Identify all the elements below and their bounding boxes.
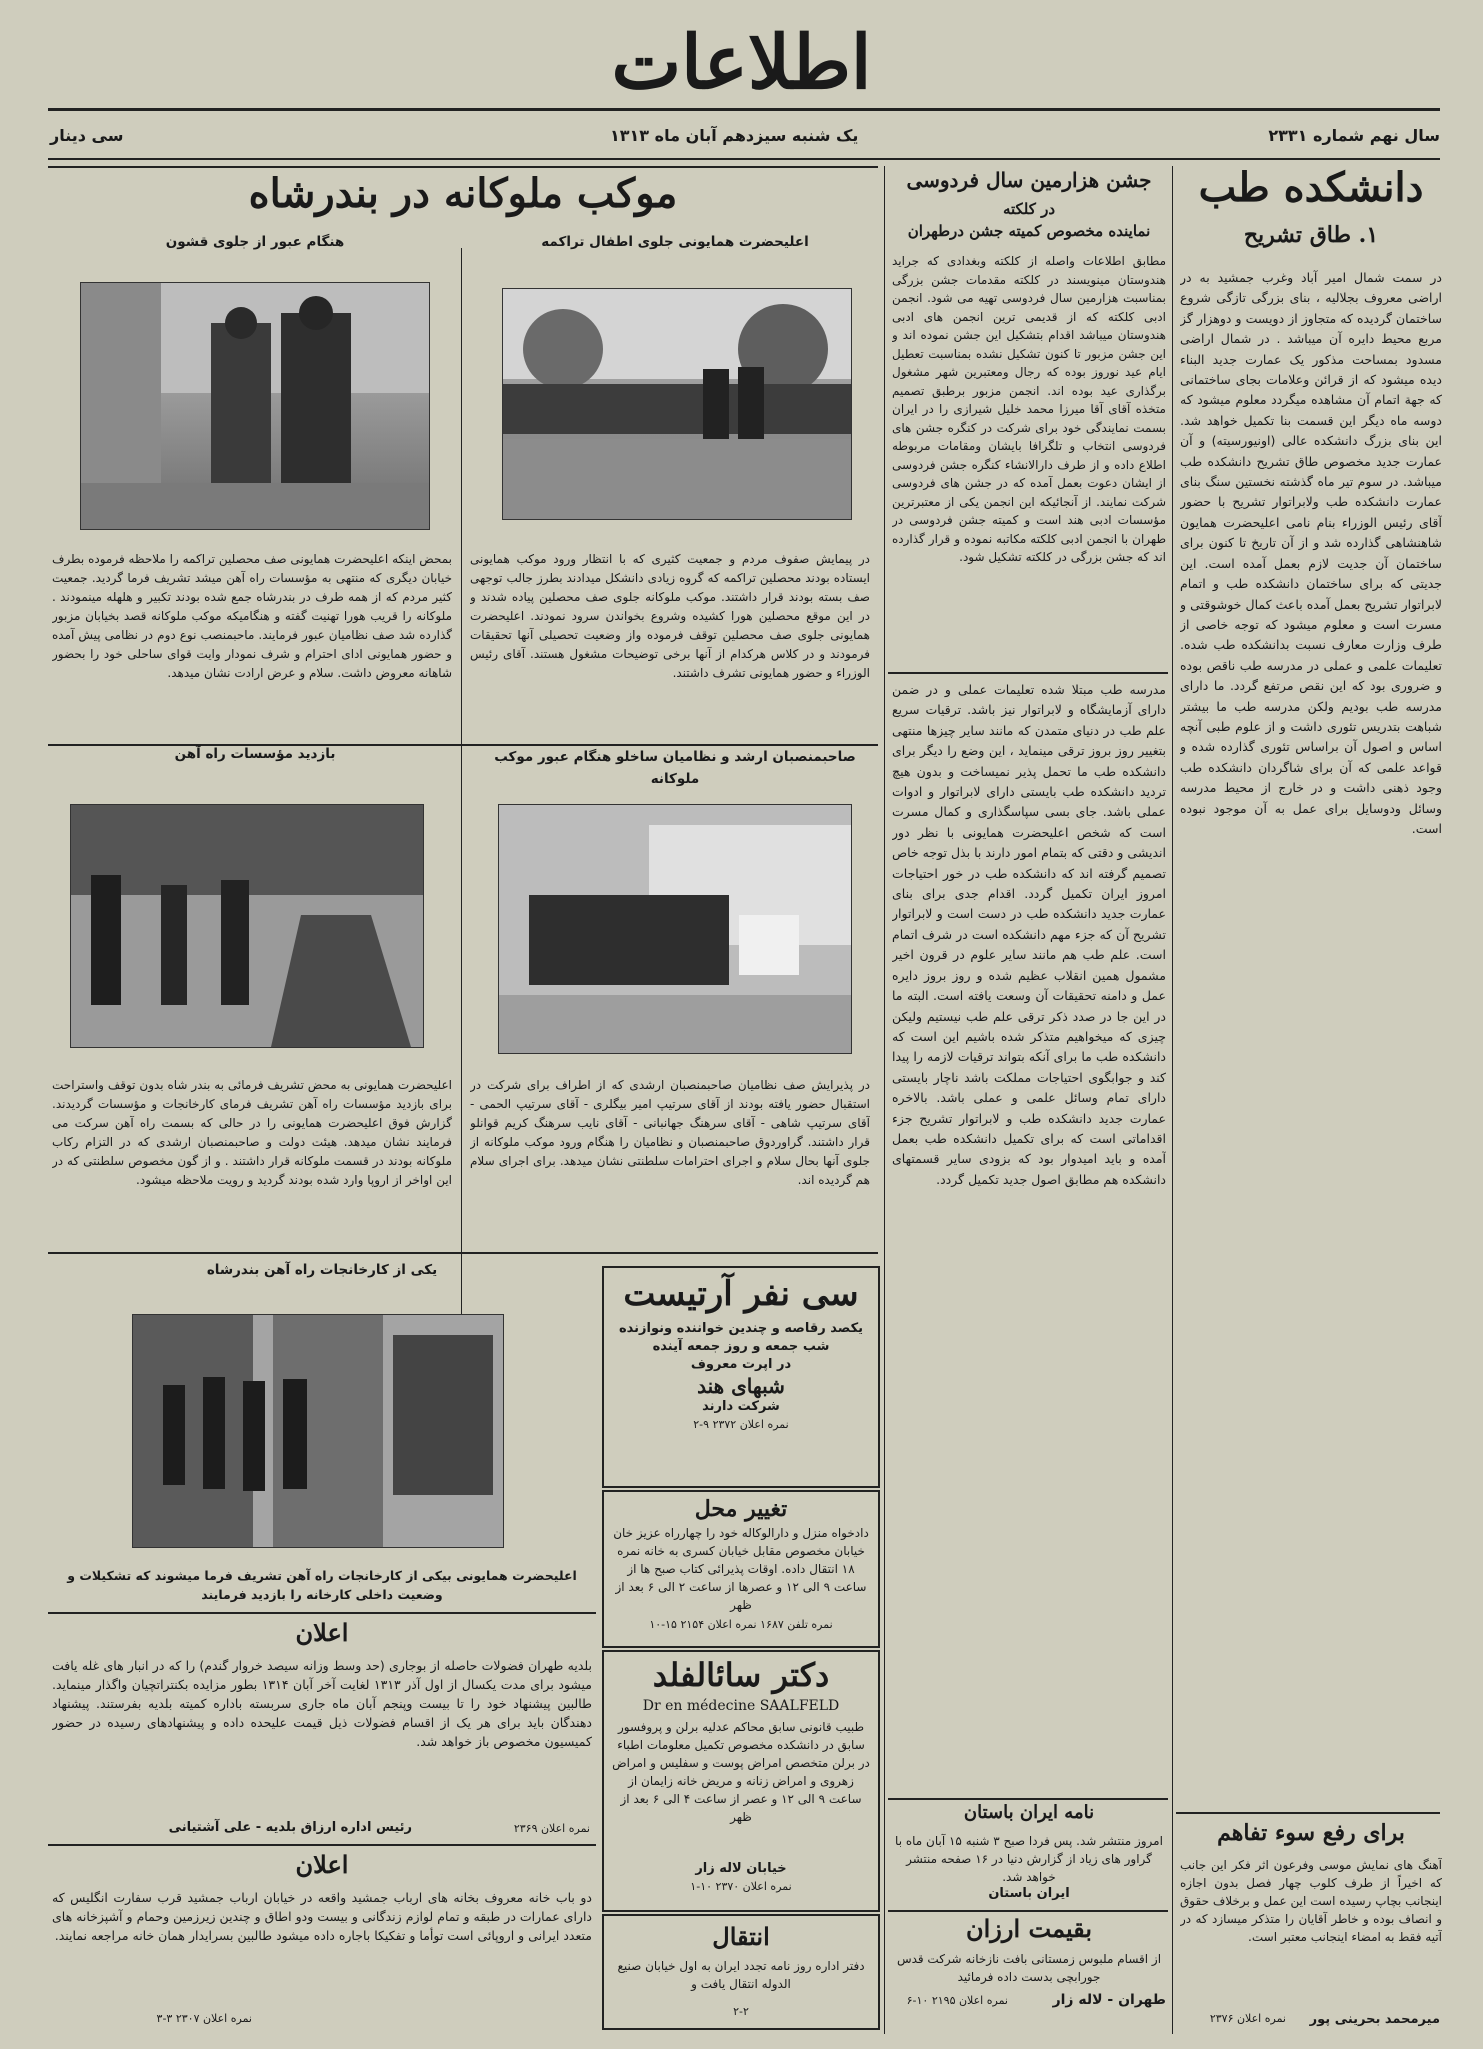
photo-troops-image	[81, 283, 429, 529]
rent-ad	[602, 1490, 880, 1648]
dateline	[50, 126, 1440, 152]
rent-ad-body: دادخواه منزل و دارالوکاله خود را چهارراه عزیز خان خیابان مخصوص مقابل خیابان کسری به خانه نمره ۱۸ انتقال داده. اوقات پذیرائی کتاب صبح ها از ساعت ۹ الی ۱۲ و عصرها از ساعت ۲ الی ۶ بعد از ظهر	[613, 1526, 869, 1612]
doctor-ad-body: طبیب قانونی سابق محاکم عدلیه برلن و پروفسور سابق در دانشکده مخصوص تکمیل معلومات اطباء در برلن متخصص امراض پوست و سفلیس و امراض زهروی و امراض زنانه و مریض خانه زایمان از ساعت ۹ الی ۱۲ و عصر از ساعت ۴ الی ۶ بعد از ظهر	[612, 1720, 870, 1824]
doctor-ad-ref: نمره اعلان ۲۳۷۰ ۱۰-۱	[690, 1880, 792, 1893]
move-ad	[602, 1914, 880, 2030]
ferdowsi-subtitle: در کلکته	[1002, 200, 1056, 218]
notice1-sign: رئیس اداره ارزاق بلدیه - علی آشتیانی	[168, 1820, 412, 1835]
photo-children-image	[503, 289, 851, 519]
bastan-title: نامه ایران باستان	[963, 1802, 1095, 1823]
doctor-ad-title: دکتر سائالفلد	[652, 1656, 830, 1694]
rent-ad-title: تغییر محل	[694, 1496, 788, 1522]
divider	[48, 1612, 596, 1614]
artist-ad	[602, 1266, 880, 1488]
divider	[1176, 1812, 1440, 1814]
photo-railway-visit	[70, 804, 424, 1048]
dateline-price: سی دینار	[50, 126, 124, 145]
divider	[888, 1798, 1168, 1800]
doctor-ad	[602, 1650, 880, 1912]
dateline-rule	[48, 158, 1440, 160]
artist-ad-ref: نمره اعلان ۲۳۷۲ ۹-۲	[693, 1418, 789, 1431]
dateline-issue: سال نهم شماره ۲۳۳۱	[1268, 126, 1440, 145]
divider	[888, 672, 1168, 674]
bastan-sign: ایران باستان	[988, 1886, 1070, 1901]
divider	[48, 1252, 878, 1254]
price-ref: نمره اعلان ۲۱۹۵ ۱۰-۶	[906, 1994, 1008, 2007]
medical-school-body: در سمت شمال امیر آباد وغرب جمشید به در اراضی معروف بجلالیه ، بنای بزرگی تازگی شروع ساختمان گردیده که متجاوز از دویست و دوهزار گز مربع محیط دایره آن میباشد . در شمال اراضی مسدود بمساحت مذکور یک عمارت جدید البناء دیده میشود که از قرائن وعلامات بجای ساختمانی که جهة اتمام آن مشاهده میگردد معلوم میشود که دوسه ماه دیگر این قسمت بنا تکمیل خواهد شد. این بنای بزرگ دانشکده عالی (اونیورسیته) و آن عمارت جدید مخصوص طاق تشریح دانشکده طب میباشد. در سوم تیر ماه گذشته نخستین سنگ بنای عمارت دانشکده طب ولابراتوار تشریح با حضور آقای رئیس الوزراء بنام نامی اعلیحضرت همایون شاهنشاهی گذارده شد و از آن تاریخ تا کنون برای ساختمان آن جدیت لازم بعمل آمده است. این جدیتی که برای ساختمان دانشکده طب و اتمام لابراتوار تشریح بعمل آمده باعث کمال خوشوقتی و مسرت است و معلوم میشود که توجه خاصی از طرف وزارت معارف نسبت بدانشکده طب شده. تعلیمات علمی و عملی در مدرسه طب ناقص بوده و ضروری بود که این نقص مرتفع گردد. ما دارای مدرسه طب بودیم ولکن مدرسه طب ما بیشتر شباهت بتدریس تئوری داشت و از علوم طبی آنچه اساس و اصول آن براساس تئوری گذارده شده و قواعد علمی که آن برای شاگردان دانشکده طب وجود ذهنی داشت و در خارج از محیط مدرسه وسائل ودوسایل برای عمل به آن موجود نبوده است.	[1180, 270, 1442, 836]
officers-text: در پذیرایش صف نظامیان صاحبمنصبان ارشدی که از اطراف برای شرکت در استقبال حضور یافته بودند از آقای سرتیپ امیر بیگلری - آقای سرتیپ الحمی - آقای سرتیپ شاهی - آقای سرهنگ جهانبانی - آقای نایب سرهنگ کریم قوانلو قرار داشتند. گراوردوق صاحبمنصبان و نظامیان را هنگام ورود موکب ملوکانه از جلوی آنها بحال سلام و اجرای احترامات سلطنتی نشان میدهد. برای اجرای سلام هم گردیده اند.	[470, 1078, 870, 1187]
railway-visit-caption: بازدید مؤسسات راه آهن	[174, 746, 336, 762]
masthead: اطلاعات	[611, 20, 872, 106]
column-rule	[461, 248, 462, 1420]
bastan-body: امروز منتشر شد. پس فردا صبح ۳ شنبه ۱۵ آبان ماه با گراور های زیاد از گزارش دنیا در ۱۶ صفحه منتشر خواهد شد.	[895, 1834, 1163, 1884]
artist-ad-line1: یکصد رقاصه و چندین خواننده ونوازنده	[618, 1321, 864, 1336]
move-ad-ref: ۲-۲	[733, 2005, 749, 2018]
photo-factory	[132, 1314, 504, 1548]
medical-school-subtitle: ۱. طاق تشریح	[1243, 222, 1379, 248]
divider	[48, 1844, 596, 1846]
notice1-title: اعلان	[295, 1618, 349, 1647]
photo-children	[502, 288, 852, 520]
misunderstanding-body: آهنگ های نمایش موسی وفرعون اثر فکر این جانب که اخیراً از طرف کلوب چهار فصل بدون اجازه اینجانب بچاپ رسیده است این عمل و برخلاف حقوق و انصاف بوده و خاطر آقایان را متذکر میسازد که در آتیه فقط به امضاء اینجانب معتبر است.	[1180, 1858, 1442, 1944]
column-rule	[1172, 166, 1173, 2034]
artist-ad-line4: شبهای هند	[697, 1374, 785, 1398]
artist-ad-line5: شرکت دارند	[702, 1399, 780, 1414]
photo-factory-image	[133, 1315, 503, 1547]
dateline-date: یک شنبه سیزدهم آبان ماه ۱۳۱۳	[610, 126, 859, 145]
move-ad-body: دفتر اداره روز نامه تجدد ایران به اول خیابان صنیع الدوله انتقال یافت و	[617, 1959, 865, 1991]
royal-caption-left: هنگام عبور از جلوی قشون	[165, 234, 345, 250]
royal-text-right: در پیمایش صفوف مردم و جمعیت کثیری که با انتظار ورود موکب همایونی ایستاده بودند محصلین تراکمه که گروه زیادی دانشکل میدادند بطرز جالب توجهی صف بسته بودند قرار داشتند. موکب ملوکانه جلوی صف محصلین پیاده شدند و در این موقع محصلین هورا کشیده وشروع بخواندن سرود نمودند. اعلیحضرت همایونی جلوی صف محصلین توقف فرموده واز وضعیت تحصیلی آنها تحقیقات فرمودند و در کلاس هرکدام از آنها برخی توضیحات مشغول هستند. آقای رئیس الوزراء و حضور همایونی تشرف داشتند.	[470, 552, 870, 680]
notice1-body: بلدیه طهران فضولات حاصله از بوجاری (حد وسط وزانه سیصد خروار گندم) را که در انبار های غله یافت میشود برای مدت یکسال از اول آذر ۱۳۱۳ لغایت آخر آبان ۱۳۱۴ بطور مزایده بکنتراتچیان واگذار مینماید. طالبین پیشنهاد خود را تا بیست وپنجم آبان ماه جاری سربسته باداره کمیته بلدیه بفرستند. پیشنهاد دهندگان باید برای هر یک از اقسام فضولات ذیل قیمت علیحده داده و پیشنهادهای رسیده در حضور کمیسیون مخصوص باز خواهد شد.	[52, 1658, 592, 1749]
photo-troops	[80, 282, 430, 530]
divider	[48, 166, 878, 168]
artist-ad-title: سی نفر آرتیست	[623, 1274, 859, 1314]
doctor-ad-address: خیابان لاله زار	[695, 1861, 787, 1876]
officers-caption: صاحبمنصبان ارشد و نظامیان ساخلو هنگام عبور موکب ملوکانه	[494, 749, 856, 787]
medical-school-title: دانشکده طب	[1198, 164, 1424, 211]
price-address: طهران - لاله زار	[1052, 1992, 1166, 2008]
royal-headline: موکب ملوکانه در بندرشاه	[248, 170, 678, 217]
notice2-ref: نمره اعلان ۲۳۰۷ ۳-۳	[156, 2012, 252, 2025]
notice1-ref: نمره اعلان ۲۳۶۹	[513, 1822, 590, 1835]
rent-ad-ref: نمره تلفن ۱۶۸۷ نمره اعلان ۲۱۵۴ ۱۵-۱۰	[649, 1618, 833, 1631]
photo-officers	[498, 804, 852, 1054]
doctor-ad-latin: Dr en médecine SAALFELD	[642, 1698, 840, 1714]
misunderstanding-title: برای رفع سوء تفاهم	[1217, 1820, 1405, 1846]
school-continuation-body: مدرسه طب مبتلا شده تعلیمات عملی و در ضمن دارای آزمایشگاه و لابراتوار نیز باشد. ترقیات سریع علم طب در دنیای متمدن که مانند سایر چیزها منتهی بتغییر روز بروز ترقی مینماید ، این وضع را دیگر برای دانشکده طب ما تحمل پذیر نمیساخت و بدون هیچ تردید دانشکده طب بایستی دارای لابراتوار و ادوات عملی باشد. جای بسی سپاسگذاری و کمال مسرت است که شخص اعلیحضرت همایونی با نظر دور اندیشی و دقتی که بتمام امور دارند با بذل توجه خاص تصمیم گرفته اند که دانشکده طب در خور احتیاجات امروز ایران تکمیل گردد. اقدام جدی برای بنای عمارت جدید دانشکده طب در دست است و لابراتوار تشریح آن که جزء مهم دانشکده است در شرف اتمام است. علم طب هم مانند سایر علوم در قرون اخیر مشمول همین انقلاب عظیم شده و روز بروز دایره عمل و دامنه تحقیقات آن وسعت یافته است. البته ما در این جا در صدد ذکر ترقی علم طب نیستیم ولیکن چیزی که میخواهیم متذکر شده باشیم این است که دانشکده طب ما برای آنکه بتواند ترقیات لازمه را پیدا کند و جوابگوی احتیاجات مملکت باشد ناچار بایستی دارای تمام وسائل علمی و عملی باشد. بالاخره عمارت جدید دانشکده طب و لابراتوار تشریح جزء اقداماتی است که برای تکمیل دانشکده طب بعمل آمده و باید امیدوار بود که بزودی سایر قسمتهای دانشکده هم مطابق اصول جدید تکمیل گردد.	[892, 682, 1166, 1187]
column-rule	[884, 166, 885, 2034]
factory-text: اعلیحضرت همایونی بیکی از کارخانجات راه آهن تشریف فرما میشوند که تشکیلات و وضعیت داخلی کارخانه را بازدید فرمایند	[67, 1568, 577, 1602]
misunderstanding-ref: نمره اعلان ۲۳۷۶	[1209, 2012, 1286, 2025]
artist-ad-line3: در اپرت معروف	[690, 1357, 792, 1372]
notice2-title: اعلان	[295, 1850, 349, 1879]
ferdowsi-title: جشن هزارمین سال فردوسی	[906, 168, 1152, 192]
photo-officers-image	[499, 805, 851, 1053]
ferdowsi-subtitle2: نماینده مخصوص کمیته جشن درطهران	[907, 222, 1151, 240]
masthead-rule	[48, 108, 1440, 111]
artist-ad-line2: شب جمعه و روز جمعه آینده	[652, 1339, 830, 1354]
railway-visit-text: اعلیحضرت همایونی به محض تشریف فرمائی به بندر شاه بدون توقف واستراحت برای بازدید مؤسسات راه آهن تشریف فرمای کارخانجات و مؤسسات گردیدند. گزارش فوق اعلیحضرت همایونی را در حالی که بسمت راه آهن سرکت می فرمایند نشان میدهد. هیئت دولت و صاحبمنصبان ارشدی که در التزام رکاب ملوکانه بودند در قسمت ملوکانه قرار داشتند . و از گون مخصوص سلطنتی که در این اواخر از اروپا وارد شده بودند گردید و رویت ملاحظه میشود.	[52, 1078, 452, 1187]
divider	[888, 1910, 1168, 1912]
factory-caption: یکی از کارخانجات راه آهن بندرشاه	[206, 1262, 438, 1278]
move-ad-title: انتقال	[712, 1922, 770, 1951]
notice2-body: دو باب خانه معروف بخانه های ارباب جمشید واقعه در خیابان ارباب جمشید قرب سفارت انگلیس که دارای عمارات در طبقه و تمام لوازم زندگانی و بیست ودو اطاق و چندین زیرزمین وحمام و آشپزخانه های متعدد ایرانی و اروپائی است توأما و تفکیکا باجاره داده میشود طالبین بسرایدار همان خانه مراجعه نمایند.	[52, 1890, 592, 1943]
royal-text-left: بمحض اینکه اعلیحضرت همایونی صف محصلین تراکمه را ملاحظه فرموده بطرف خیابان دیگری که منتهی به مؤسسات راه آهن میشد تشریف فرما گردید. جمعیت کثیر مردم که از همه طرف در بندرشاه جمع شده بودند تکبیر و هلهله مینمودند . ملوکانه را قریب هورا تهنیت گفته و هنگامیکه موکب ملوکانه قصد بخیابان مزبور گذارده شد صف نظامیان عبور فرمایند. ماحبمنصب نوع دوم در نظامی پیش آمده و حضور همایونی ادای احترام و شرف نمودار وایت قوای ساحلی خود را بحضور شاهانه معروض داشت. سلام و عرض ارادت نشان میدهد.	[52, 552, 452, 680]
price-title: بقیمت ارزان	[966, 1914, 1092, 1943]
misunderstanding-sign: میرمحمد بحرینی پور	[1309, 2012, 1440, 2027]
photo-railway-visit-image	[71, 805, 423, 1047]
ferdowsi-body: مطابق اطلاعات واصله از کلکته وبغدادی که جراید هندوستان مینویسند در کلکته مقدمات جشن بزرگی بمناسبت هزارمین سال فردوسی تهیه می شود. انجمن ادبی کلکته که از قدیمی ترین انجمن های ادبی هندوستان میباشد اقدام بتشکیل این جشن نموده اند و این جشن مزبور تا کنون تشکیل نشده بمناسبت تعطیل ایام عید نوروز بوده که رجال ومعتبرین شهر مشغول برگذاری عید بوده اند. انجمن مزبور برطبق تصمیم متخذه آقای آقا میرزا محمد خلیل شیرازی را در ایران بسمت نمایندگی خود برای شرکت در کنگره جشن های فردوسی انتخاب و تلگرافا بایشان ومقامات مربوطه اطلاع داده و از طرف دارالانشاء کنگره جشن فردوسی از ایشان دعوت بعمل آمده که در جشن های فردوسی شرکت نمایند. از آنجائیکه این انجمن یکی از معتبرترین مؤسسات ادبی هند است و کمیته جشن فردوسی در طهران با انجمن ادبی کلکته مکاتبه نموده و قرار گذارده اند که جشن بزرگی در کلکته تشکیل شود.	[892, 254, 1166, 564]
royal-caption-right: اعلیحضرت همایونی جلوی اطفال تراکمه	[541, 234, 809, 250]
price-body: از اقسام ملبوس زمستانی بافت نازخانه شرکت قدس جورابچی بدست داده فرمائید	[896, 1952, 1162, 1984]
